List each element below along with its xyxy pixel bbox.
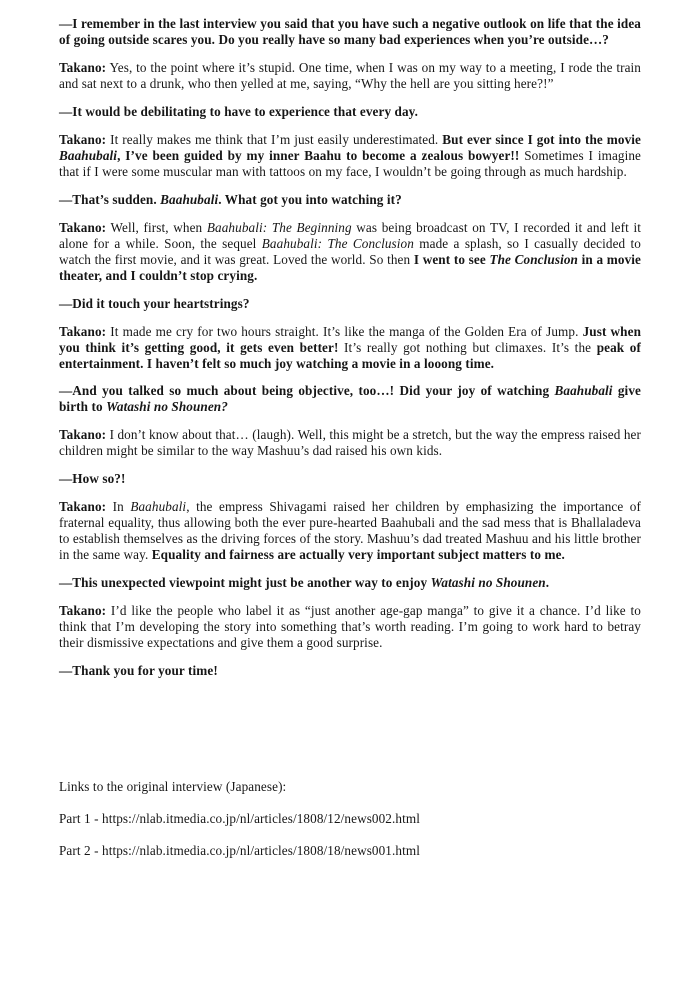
question-paragraph <box>59 296 641 312</box>
answer-paragraph <box>59 427 641 459</box>
text-segment: Takano: <box>59 323 107 339</box>
text-segment: Takano: <box>59 131 107 147</box>
answer-paragraph <box>59 220 641 284</box>
text-segment: in a movie theater, and I couldn’t stop crying. <box>59 251 641 283</box>
answer-paragraph <box>59 60 641 92</box>
text-segment: —I remember in the last interview you said that you have such a negative outlook on life that the idea of going outside scares you. Do you really have so many bad experiences when you’re outside…? <box>59 16 641 47</box>
text-segment: Takano: <box>59 603 107 619</box>
text-segment: —How so?! <box>59 471 126 487</box>
text-segment: —And you talked so much about being objective, too…! Did your joy of watching <box>59 383 555 399</box>
text-segment: Baahubali <box>554 383 613 399</box>
text-segment: Equality and fairness are actually very important subject matters to me. <box>151 547 565 563</box>
question-paragraph <box>59 471 641 487</box>
text-segment: give birth to <box>59 383 641 415</box>
text-segment: —Thank you for your time! <box>59 663 218 679</box>
link-part-2: Part 2 - https://nlab.itmedia.co.jp/nl/articles/1808/18/news001.html <box>59 842 420 858</box>
text-segment: It really makes me think that I’m just easily underestimated. <box>106 131 443 147</box>
text-segment: Baahubali: The Conclusion <box>261 235 414 251</box>
text-segment: was being broadcast on TV, I recorded it and left it alone for a while. Soon, the sequel <box>59 219 641 251</box>
text-segment: Takano: <box>59 427 107 443</box>
text-segment: Takano: <box>59 499 107 515</box>
question-paragraph <box>59 663 641 679</box>
question-paragraph <box>59 104 641 120</box>
text-segment: , I’ve been guided by my inner Baahu to become a zealous bowyer!! <box>117 147 520 163</box>
text-segment: The Conclusion <box>489 251 578 267</box>
text-segment: It’s really got nothing but climaxes. It’s the <box>338 339 597 355</box>
text-segment: Takano: <box>59 219 107 235</box>
answer-paragraph <box>59 132 641 180</box>
text-segment: made a splash, so I casually decided to watch the first movie, and it was great. Loved the world. So then <box>59 235 642 267</box>
text-segment: I don’t know about that… (laugh). Well, this might be a stretch, but the way the empress raised her children might be similar to the way Mashuu’s dad raised his own kids. <box>59 427 641 459</box>
text-segment: —It would be debilitating to have to experience that every day. <box>59 103 419 119</box>
question-paragraph <box>59 192 641 208</box>
text-segment: Baahubali: The Beginning <box>206 219 352 235</box>
text-segment: Well, first, when <box>106 219 207 235</box>
text-segment: Baahubali <box>59 147 118 163</box>
text-segment: Baahubali <box>160 191 219 207</box>
interview-body <box>59 16 641 679</box>
text-segment: Sometimes I imagine that if I were some muscular man with tattoos on my face, I wouldn’t be going through as much hardship. <box>59 147 642 179</box>
text-segment: Watashi no Shounen? <box>106 399 228 415</box>
question-paragraph <box>59 575 641 591</box>
text-segment: Baahubali <box>130 499 187 515</box>
text-segment: —Did it touch your heartstrings? <box>59 295 250 311</box>
text-segment: —This unexpected viewpoint might just be another way to enjoy <box>59 575 431 591</box>
question-paragraph <box>59 16 641 48</box>
answer-paragraph <box>59 324 641 372</box>
footer-links-section <box>59 779 641 859</box>
text-segment: Takano: <box>59 59 107 75</box>
link-part-1: Part 1 - https://nlab.itmedia.co.jp/nl/articles/1808/12/news002.html <box>59 811 420 826</box>
text-segment: —That’s sudden. <box>59 191 161 207</box>
text-segment: , the empress Shivagami raised her children by emphasizing the importance of fraternal equality, thus allowing both the ever pure-hearted Baahubali and the sad mess that is Bhallaladeva to establish themselves as the driving forces of the story. Mashuu’s dad treated Mashuu and his little brother in the same way. <box>59 499 641 563</box>
text-segment: . <box>545 575 550 591</box>
text-segment: But ever since I got into the movie <box>442 131 641 147</box>
text-segment: In <box>106 499 131 515</box>
text-segment: I went to see <box>413 251 490 267</box>
text-segment: Yes, to the point where it’s stupid. One time, when I was on my way to a meeting, I rode the train and sat next to a drunk, who then yelled at me, saying, “Why the hell are you sitting here?!” <box>59 59 641 91</box>
text-segment: peak of entertainment. I haven’t felt so much joy watching a movie in a looong time. <box>59 339 641 371</box>
text-segment: Just when you think it’s getting good, it gets even better! <box>59 323 642 355</box>
answer-paragraph <box>59 499 641 563</box>
answer-paragraph <box>59 603 641 651</box>
links-heading: Links to the original interview (Japanese): <box>59 779 287 795</box>
question-paragraph <box>59 383 641 415</box>
text-segment: I’d like the people who label it as “just another age-gap manga” to give it a chance. I’d like to think that I’m developing the story into something that’s worth reading. I’m going to work hard to betray their dismissive expectations and give them a good surprise. <box>59 603 641 651</box>
text-segment: Watashi no Shounen <box>430 575 546 591</box>
text-segment: It made me cry for two hours straight. It’s like the manga of the Golden Era of Jump. <box>106 323 583 339</box>
text-segment: . What got you into watching it? <box>218 191 402 207</box>
